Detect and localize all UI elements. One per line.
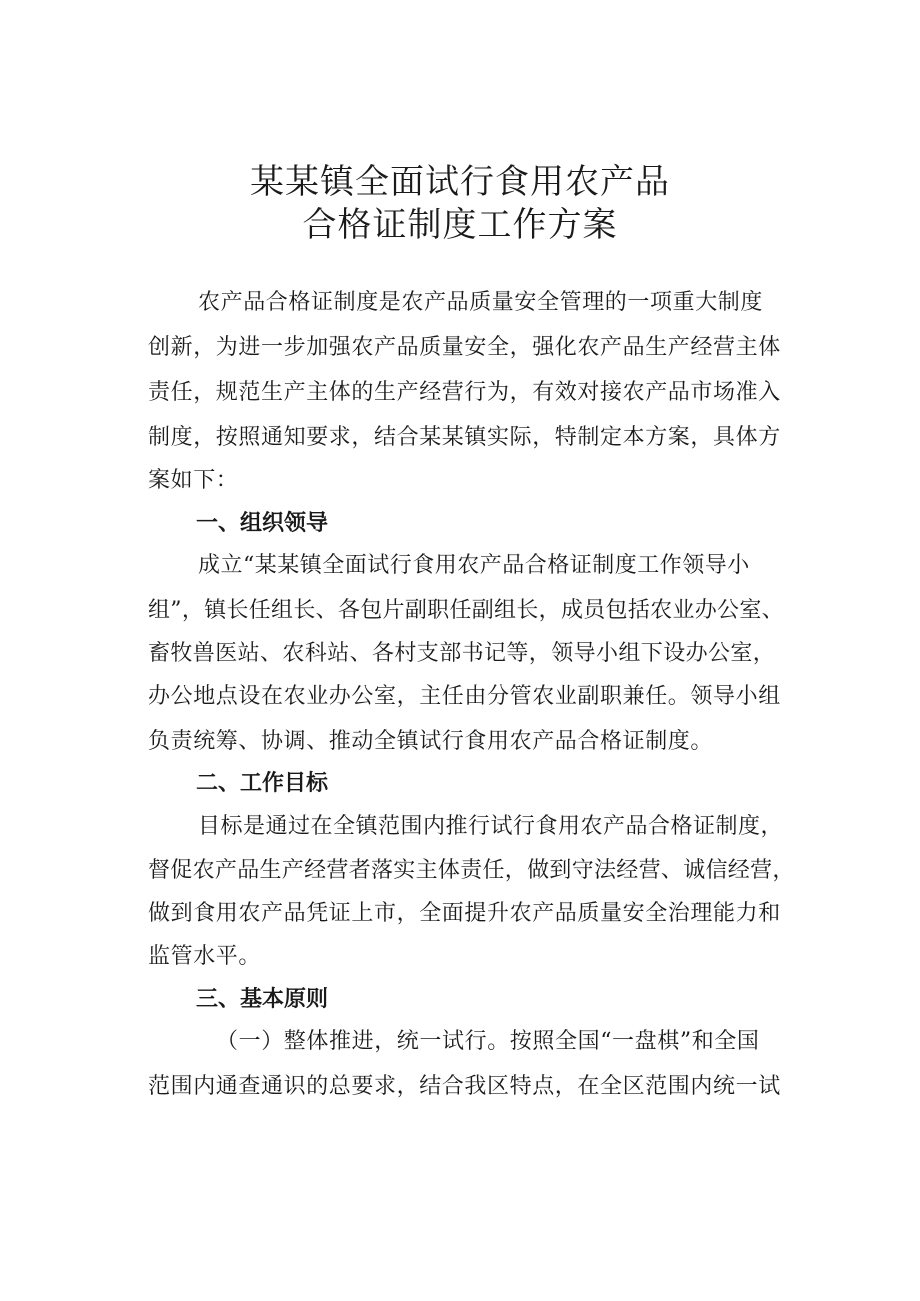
section-2-line-4: 监管水平。: [148, 944, 262, 969]
section-3-heading: 三、基本原则: [196, 987, 329, 1012]
document-title-line-2: 合格证制度工作方案: [302, 205, 618, 245]
intro-line-1: 农产品合格证制度是农产品质量安全管理的一项重大制度: [198, 290, 764, 315]
section-2-line-1: 目标是通过在全镇范围内推行试行食用农产品合格证制度，: [198, 814, 784, 839]
section-2-line-2: 督促农产品生产经营者落实主体责任，做到守法经营、诚信经营，: [148, 858, 795, 883]
document-title-line-1: 某某镇全面试行食用农产品: [250, 162, 670, 202]
section-2-heading: 二、工作目标: [196, 771, 329, 796]
section-1-line-2: 组”，镇长任组长、各包片副职任副组长，成员包括农业办公室、: [148, 598, 784, 623]
intro-line-2: 创新，为进一步加强农产品质量安全，强化农产品生产经营主体: [148, 335, 781, 360]
section-1-heading: 一、组织领导: [196, 511, 329, 536]
section-1-line-3: 畜牧兽医站、农科站、各村支部书记等，领导小组下设办公室，: [148, 641, 776, 666]
section-3-line-1: （一）整体推进，统一试行。按照全国“一盘棋”和全国: [216, 1029, 760, 1054]
section-1-line-4: 办公地点设在农业办公室，主任由分管农业副职兼任。领导小组: [148, 684, 781, 709]
intro-line-4: 制度，按照通知要求，结合某某镇实际，特制定本方案，具体方: [148, 425, 781, 450]
section-3-line-2: 范围内通查通识的总要求，结合我区特点，在全区范围内统一试: [148, 1074, 781, 1099]
intro-line-3: 责任，规范生产主体的生产经营行为，有效对接农产品市场准入: [148, 380, 781, 405]
section-1-line-1: 成立“某某镇全面试行食用农产品合格证制度工作领导小: [198, 553, 750, 578]
section-2-line-3: 做到食用农产品凭证上市，全面提升农产品质量安全治理能力和: [148, 901, 781, 926]
intro-line-5: 案如下：: [148, 468, 239, 493]
section-1-line-5: 负责统筹、协调、推动全镇试行食用农产品合格证制度。: [148, 729, 714, 754]
